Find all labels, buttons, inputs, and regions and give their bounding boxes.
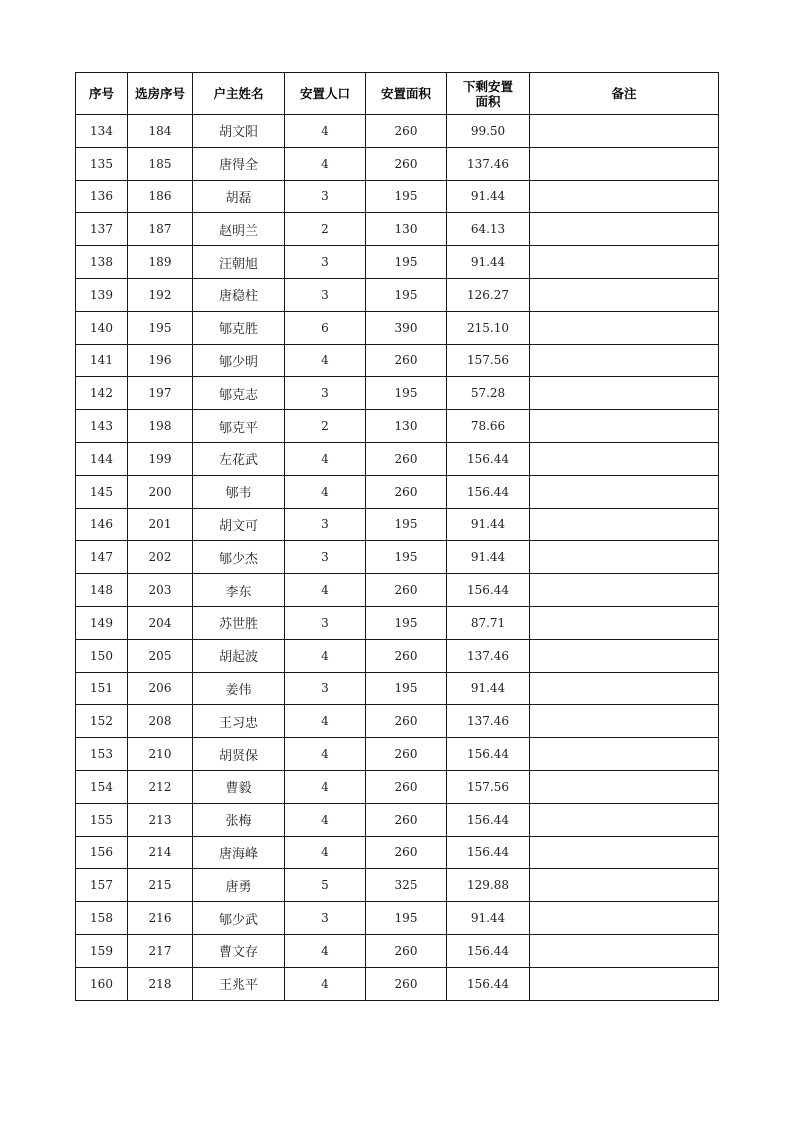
cell-resettled-area: 390 xyxy=(366,311,447,344)
cell-selection-no: 186 xyxy=(128,180,193,213)
cell-householder: 姜伟 xyxy=(193,672,285,705)
table-row xyxy=(76,541,719,574)
cell-remaining-area: 156.44 xyxy=(447,803,530,836)
cell-remaining-area: 64.13 xyxy=(447,213,530,246)
cell-selection-no: 197 xyxy=(128,377,193,410)
cell-resettled-area: 260 xyxy=(366,934,447,967)
cell-resettled-area: 195 xyxy=(366,902,447,935)
cell-resettled-people: 4 xyxy=(285,442,366,475)
cell-remaining-area: 156.44 xyxy=(447,475,530,508)
cell-remarks xyxy=(530,606,719,639)
cell-remaining-area: 156.44 xyxy=(447,967,530,1000)
cell-remaining-area: 91.44 xyxy=(447,180,530,213)
cell-resettled-people: 3 xyxy=(285,672,366,705)
header-index: 序号 xyxy=(76,73,128,115)
cell-selection-no: 192 xyxy=(128,278,193,311)
cell-remaining-area: 99.50 xyxy=(447,115,530,148)
cell-selection-no: 206 xyxy=(128,672,193,705)
header-row xyxy=(76,73,719,115)
cell-remarks xyxy=(530,639,719,672)
cell-index: 144 xyxy=(76,442,128,475)
cell-remaining-area: 156.44 xyxy=(447,836,530,869)
cell-resettled-people: 3 xyxy=(285,902,366,935)
header-resettled-people: 安置人口 xyxy=(285,73,366,115)
cell-remarks xyxy=(530,344,719,377)
cell-index: 141 xyxy=(76,344,128,377)
cell-remaining-area: 91.44 xyxy=(447,508,530,541)
cell-resettled-area: 260 xyxy=(366,115,447,148)
cell-remarks xyxy=(530,246,719,279)
table-row xyxy=(76,574,719,607)
cell-resettled-area: 260 xyxy=(366,705,447,738)
cell-remaining-area: 91.44 xyxy=(447,672,530,705)
cell-index: 146 xyxy=(76,508,128,541)
table-row xyxy=(76,246,719,279)
cell-resettled-people: 4 xyxy=(285,574,366,607)
cell-householder: 胡起波 xyxy=(193,639,285,672)
cell-selection-no: 208 xyxy=(128,705,193,738)
table-row xyxy=(76,213,719,246)
cell-remarks xyxy=(530,180,719,213)
cell-index: 150 xyxy=(76,639,128,672)
cell-householder: 赵明兰 xyxy=(193,213,285,246)
cell-index: 149 xyxy=(76,606,128,639)
table-row xyxy=(76,869,719,902)
cell-householder: 苏世胜 xyxy=(193,606,285,639)
cell-remaining-area: 91.44 xyxy=(447,246,530,279)
cell-resettled-area: 195 xyxy=(366,606,447,639)
cell-remaining-area: 87.71 xyxy=(447,606,530,639)
cell-remarks xyxy=(530,705,719,738)
cell-index: 136 xyxy=(76,180,128,213)
cell-remarks xyxy=(530,410,719,443)
cell-resettled-people: 4 xyxy=(285,147,366,180)
cell-remaining-area: 156.44 xyxy=(447,442,530,475)
cell-index: 148 xyxy=(76,574,128,607)
table-row xyxy=(76,377,719,410)
cell-selection-no: 187 xyxy=(128,213,193,246)
table-row xyxy=(76,410,719,443)
cell-householder: 郇克胜 xyxy=(193,311,285,344)
cell-remaining-area: 137.46 xyxy=(447,147,530,180)
cell-index: 154 xyxy=(76,770,128,803)
cell-resettled-area: 260 xyxy=(366,738,447,771)
cell-remaining-area: 57.28 xyxy=(447,377,530,410)
cell-householder: 胡贤保 xyxy=(193,738,285,771)
cell-selection-no: 195 xyxy=(128,311,193,344)
cell-index: 138 xyxy=(76,246,128,279)
cell-index: 158 xyxy=(76,902,128,935)
table-row xyxy=(76,508,719,541)
table-row xyxy=(76,639,719,672)
cell-householder: 张梅 xyxy=(193,803,285,836)
cell-resettled-area: 260 xyxy=(366,770,447,803)
cell-resettled-area: 260 xyxy=(366,574,447,607)
cell-householder: 汪朝旭 xyxy=(193,246,285,279)
cell-selection-no: 212 xyxy=(128,770,193,803)
cell-selection-no: 189 xyxy=(128,246,193,279)
cell-selection-no: 203 xyxy=(128,574,193,607)
cell-resettled-area: 260 xyxy=(366,639,447,672)
cell-remaining-area: 156.44 xyxy=(447,574,530,607)
cell-index: 142 xyxy=(76,377,128,410)
cell-remaining-area: 91.44 xyxy=(447,541,530,574)
cell-remarks xyxy=(530,967,719,1000)
cell-resettled-area: 260 xyxy=(366,442,447,475)
cell-householder: 郇韦 xyxy=(193,475,285,508)
table-row xyxy=(76,803,719,836)
cell-index: 157 xyxy=(76,869,128,902)
cell-householder: 胡文可 xyxy=(193,508,285,541)
cell-index: 151 xyxy=(76,672,128,705)
table-row xyxy=(76,902,719,935)
cell-householder: 郇克志 xyxy=(193,377,285,410)
table-row xyxy=(76,705,719,738)
cell-selection-no: 198 xyxy=(128,410,193,443)
cell-remarks xyxy=(530,541,719,574)
cell-resettled-people: 3 xyxy=(285,246,366,279)
cell-householder: 曹毅 xyxy=(193,770,285,803)
table-body xyxy=(76,115,719,1001)
cell-householder: 唐海峰 xyxy=(193,836,285,869)
cell-resettled-people: 3 xyxy=(285,606,366,639)
cell-householder: 王兆平 xyxy=(193,967,285,1000)
cell-resettled-area: 195 xyxy=(366,246,447,279)
table-row xyxy=(76,147,719,180)
cell-selection-no: 204 xyxy=(128,606,193,639)
cell-remaining-area: 157.56 xyxy=(447,770,530,803)
header-resettled-area: 安置面积 xyxy=(366,73,447,115)
cell-remaining-area: 215.10 xyxy=(447,311,530,344)
cell-remarks xyxy=(530,770,719,803)
cell-householder: 郇少杰 xyxy=(193,541,285,574)
table-row xyxy=(76,475,719,508)
cell-remarks xyxy=(530,115,719,148)
cell-remaining-area: 156.44 xyxy=(447,934,530,967)
cell-index: 155 xyxy=(76,803,128,836)
cell-remarks xyxy=(530,934,719,967)
header-remaining-area-line2: 面积 xyxy=(475,93,501,109)
cell-resettled-people: 3 xyxy=(285,377,366,410)
cell-resettled-people: 6 xyxy=(285,311,366,344)
cell-remarks xyxy=(530,672,719,705)
cell-householder: 郇少武 xyxy=(193,902,285,935)
cell-remarks xyxy=(530,869,719,902)
cell-resettled-area: 260 xyxy=(366,803,447,836)
cell-resettled-area: 260 xyxy=(366,836,447,869)
cell-index: 145 xyxy=(76,475,128,508)
cell-index: 134 xyxy=(76,115,128,148)
table-row xyxy=(76,934,719,967)
cell-resettled-people: 2 xyxy=(285,410,366,443)
cell-remarks xyxy=(530,902,719,935)
cell-remaining-area: 137.46 xyxy=(447,639,530,672)
cell-householder: 左花武 xyxy=(193,442,285,475)
cell-remarks xyxy=(530,213,719,246)
cell-resettled-area: 195 xyxy=(366,278,447,311)
cell-selection-no: 216 xyxy=(128,902,193,935)
cell-householder: 唐勇 xyxy=(193,869,285,902)
cell-resettled-area: 195 xyxy=(366,672,447,705)
cell-resettled-area: 260 xyxy=(366,147,447,180)
table-header xyxy=(76,73,719,115)
cell-remarks xyxy=(530,475,719,508)
cell-index: 153 xyxy=(76,738,128,771)
cell-selection-no: 218 xyxy=(128,967,193,1000)
cell-resettled-people: 3 xyxy=(285,180,366,213)
cell-remarks xyxy=(530,278,719,311)
cell-resettled-people: 4 xyxy=(285,803,366,836)
header-selection-no: 选房序号 xyxy=(128,73,193,115)
cell-resettled-area: 130 xyxy=(366,410,447,443)
resettlement-table xyxy=(75,72,719,1001)
table-row xyxy=(76,606,719,639)
cell-resettled-area: 260 xyxy=(366,475,447,508)
table-row xyxy=(76,442,719,475)
cell-householder: 王习忠 xyxy=(193,705,285,738)
cell-selection-no: 210 xyxy=(128,738,193,771)
cell-remarks xyxy=(530,311,719,344)
cell-householder: 唐稳柱 xyxy=(193,278,285,311)
cell-resettled-people: 4 xyxy=(285,475,366,508)
cell-selection-no: 214 xyxy=(128,836,193,869)
cell-index: 143 xyxy=(76,410,128,443)
cell-resettled-people: 4 xyxy=(285,967,366,1000)
cell-index: 160 xyxy=(76,967,128,1000)
table-row xyxy=(76,344,719,377)
cell-resettled-area: 195 xyxy=(366,508,447,541)
table-row xyxy=(76,672,719,705)
cell-index: 140 xyxy=(76,311,128,344)
cell-resettled-people: 4 xyxy=(285,738,366,771)
header-remaining-area xyxy=(447,73,530,115)
cell-index: 159 xyxy=(76,934,128,967)
cell-resettled-people: 4 xyxy=(285,639,366,672)
cell-selection-no: 185 xyxy=(128,147,193,180)
table-row xyxy=(76,770,719,803)
cell-resettled-area: 195 xyxy=(366,541,447,574)
cell-selection-no: 217 xyxy=(128,934,193,967)
table-row xyxy=(76,967,719,1000)
cell-resettled-people: 4 xyxy=(285,115,366,148)
cell-remarks xyxy=(530,377,719,410)
cell-selection-no: 200 xyxy=(128,475,193,508)
cell-remarks xyxy=(530,803,719,836)
cell-resettled-area: 195 xyxy=(366,180,447,213)
cell-resettled-people: 2 xyxy=(285,213,366,246)
cell-remaining-area: 157.56 xyxy=(447,344,530,377)
cell-remaining-area: 126.27 xyxy=(447,278,530,311)
cell-resettled-people: 4 xyxy=(285,836,366,869)
header-remarks: 备注 xyxy=(530,73,719,115)
cell-resettled-people: 5 xyxy=(285,869,366,902)
cell-resettled-people: 3 xyxy=(285,508,366,541)
cell-remarks xyxy=(530,442,719,475)
cell-index: 139 xyxy=(76,278,128,311)
cell-resettled-area: 260 xyxy=(366,344,447,377)
cell-resettled-area: 325 xyxy=(366,869,447,902)
cell-remarks xyxy=(530,836,719,869)
cell-resettled-area: 260 xyxy=(366,967,447,1000)
cell-selection-no: 201 xyxy=(128,508,193,541)
cell-remaining-area: 91.44 xyxy=(447,902,530,935)
cell-remarks xyxy=(530,508,719,541)
header-remaining-area-line1: 下剩安置 xyxy=(462,78,513,94)
cell-index: 147 xyxy=(76,541,128,574)
cell-index: 135 xyxy=(76,147,128,180)
cell-resettled-people: 3 xyxy=(285,541,366,574)
cell-remaining-area: 156.44 xyxy=(447,738,530,771)
cell-householder: 郇少明 xyxy=(193,344,285,377)
cell-remarks xyxy=(530,574,719,607)
cell-remarks xyxy=(530,738,719,771)
cell-resettled-people: 4 xyxy=(285,934,366,967)
cell-resettled-area: 130 xyxy=(366,213,447,246)
cell-index: 156 xyxy=(76,836,128,869)
cell-selection-no: 205 xyxy=(128,639,193,672)
cell-remaining-area: 78.66 xyxy=(447,410,530,443)
cell-selection-no: 215 xyxy=(128,869,193,902)
cell-remaining-area: 129.88 xyxy=(447,869,530,902)
cell-resettled-people: 4 xyxy=(285,344,366,377)
header-householder: 户主姓名 xyxy=(193,73,285,115)
cell-householder: 李东 xyxy=(193,574,285,607)
cell-remarks xyxy=(530,147,719,180)
cell-selection-no: 202 xyxy=(128,541,193,574)
table-row xyxy=(76,115,719,148)
table-row xyxy=(76,738,719,771)
cell-resettled-people: 4 xyxy=(285,705,366,738)
cell-selection-no: 199 xyxy=(128,442,193,475)
table-row xyxy=(76,278,719,311)
cell-index: 137 xyxy=(76,213,128,246)
cell-resettled-people: 4 xyxy=(285,770,366,803)
cell-resettled-people: 3 xyxy=(285,278,366,311)
cell-index: 152 xyxy=(76,705,128,738)
cell-householder: 唐得全 xyxy=(193,147,285,180)
cell-householder: 曹文存 xyxy=(193,934,285,967)
cell-selection-no: 213 xyxy=(128,803,193,836)
cell-householder: 胡文阳 xyxy=(193,115,285,148)
cell-householder: 郇克平 xyxy=(193,410,285,443)
table-row xyxy=(76,836,719,869)
cell-householder: 胡磊 xyxy=(193,180,285,213)
cell-selection-no: 196 xyxy=(128,344,193,377)
table-row xyxy=(76,180,719,213)
table-row xyxy=(76,311,719,344)
cell-resettled-area: 195 xyxy=(366,377,447,410)
cell-remaining-area: 137.46 xyxy=(447,705,530,738)
cell-selection-no: 184 xyxy=(128,115,193,148)
